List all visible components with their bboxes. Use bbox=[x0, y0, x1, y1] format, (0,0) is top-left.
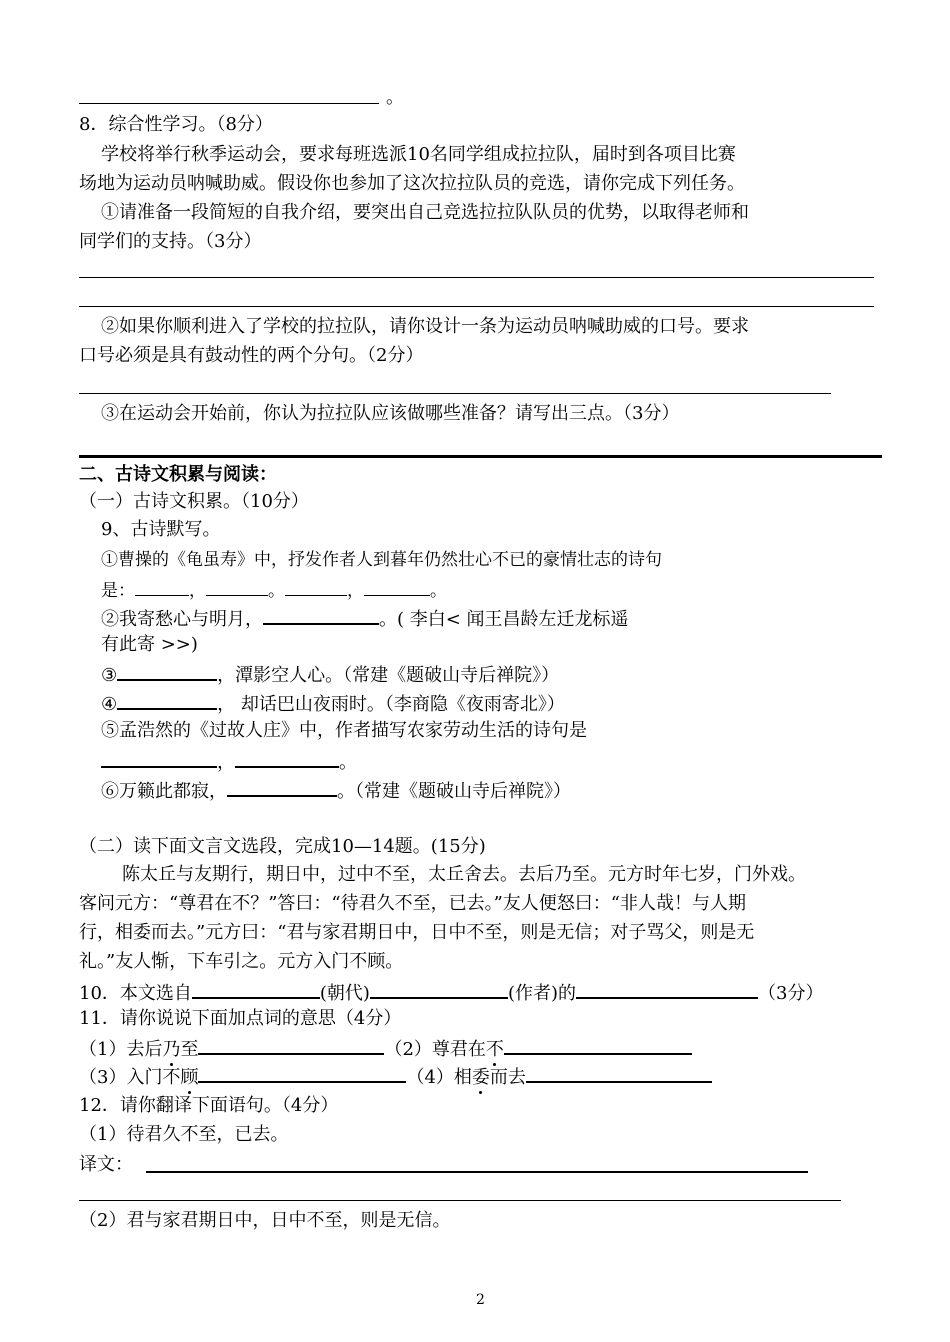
q11-row bbox=[79, 1063, 712, 1090]
q-text: （2）尊君在 bbox=[384, 1039, 486, 1060]
period: 。 bbox=[430, 581, 447, 601]
q8-task1: 同学们的支持。（3分） bbox=[79, 231, 262, 252]
q-text: 而去 bbox=[489, 1067, 526, 1088]
part-title: （一）古诗文积累。（10分） bbox=[79, 491, 309, 512]
q9-item3 bbox=[101, 661, 559, 688]
section-title: 二、古诗文积累与阅读： bbox=[79, 464, 277, 485]
punctuation: 。 bbox=[386, 87, 404, 108]
answer-line bbox=[79, 277, 874, 278]
q-text: （1）去后 bbox=[79, 1039, 163, 1060]
q9-item1-blanks bbox=[101, 577, 447, 603]
item-text: ②我寄愁心与明月， bbox=[101, 609, 263, 630]
blank[interactable] bbox=[117, 661, 217, 681]
part-title: （二）读下面文言文选段，完成10—14题。(15分) bbox=[79, 836, 486, 857]
q9-item5-blanks bbox=[101, 748, 357, 775]
passage-line: 礼。”友人惭，下车引之。元方入门不顾。 bbox=[79, 951, 404, 972]
q9-title: 9、古诗默写。 bbox=[101, 519, 221, 540]
blank[interactable] bbox=[117, 690, 217, 710]
comma: ， bbox=[217, 752, 235, 773]
answer-line bbox=[79, 306, 874, 307]
comma: ， bbox=[189, 581, 206, 601]
q12-item: （2）君与家君期日中，日中不至，则是无信。 bbox=[79, 1210, 451, 1231]
blank[interactable] bbox=[576, 979, 758, 999]
q8-task1: ①请准备一段简短的自我介绍，要突出自己竞选拉拉队队员的优势，以取得老师和 bbox=[101, 202, 749, 223]
q-text: 至 bbox=[180, 1039, 199, 1060]
blank[interactable] bbox=[370, 979, 508, 999]
q10 bbox=[79, 979, 823, 1006]
item-text: ③ bbox=[101, 665, 118, 686]
item-text: ，潭影空人心。（常建《题破山寺后禅院》） bbox=[217, 665, 560, 686]
page-number: 2 bbox=[476, 1292, 485, 1308]
answer-line bbox=[79, 103, 379, 104]
q8-title: 8．综合性学习。（8分） bbox=[79, 114, 273, 135]
blank[interactable] bbox=[364, 577, 430, 596]
comma: ， bbox=[347, 581, 364, 601]
blank[interactable] bbox=[504, 1035, 692, 1055]
section-divider bbox=[79, 455, 882, 458]
q-text: （3分） bbox=[758, 983, 824, 1004]
dotted-word: 不 bbox=[485, 1039, 504, 1060]
item-text: ④ bbox=[101, 694, 118, 715]
q9-item1: ①曹操的《龟虽寿》中，抒发作者人到暮年仍然壮心不已的豪情壮志的诗句 bbox=[101, 550, 662, 570]
q8-task2: 口号必须是具有鼓动性的两个分句。（2分） bbox=[79, 345, 424, 366]
item-text: 。( 李白< 闻王昌龄左迁龙标遥 bbox=[379, 609, 629, 630]
blank[interactable] bbox=[263, 605, 379, 625]
translation-label: 译文： bbox=[79, 1154, 133, 1175]
item-text: ， 却话巴山夜雨时。（李商隐《夜雨寄北》） bbox=[217, 694, 565, 715]
q8-task3: ③在运动会开始前，你认为拉拉队应该做哪些准备？请写出三点。（3分） bbox=[101, 403, 680, 424]
blank[interactable] bbox=[192, 979, 320, 999]
period: 。 bbox=[339, 752, 357, 773]
q9-item2 bbox=[101, 605, 629, 632]
passage-line: 客问元方：“尊君在不？”答曰：“待君久不至，已去。”友人便怒曰：“非人哉！与人期 bbox=[79, 893, 747, 914]
q11-title: 11．请你说说下面加点词的意思（4分） bbox=[79, 1008, 402, 1029]
answer-line bbox=[79, 393, 831, 394]
period: 。 bbox=[268, 581, 285, 601]
blank[interactable] bbox=[101, 748, 217, 768]
q8-task2: ②如果你顺利进入了学校的拉拉队，请你设计一条为运动员呐喊助威的口号。要求 bbox=[101, 316, 749, 337]
blank[interactable] bbox=[198, 1035, 384, 1055]
q12-title: 12．请你翻译下面语句。（4分） bbox=[79, 1095, 339, 1116]
q9-item2-cont: 有此寄 >>) bbox=[101, 634, 198, 655]
blank[interactable] bbox=[285, 577, 347, 596]
blank[interactable] bbox=[135, 577, 189, 596]
q-text: 10．本文选自 bbox=[79, 983, 192, 1004]
dotted-word: 乃 bbox=[162, 1039, 181, 1060]
blank[interactable] bbox=[526, 1063, 712, 1083]
q9-item6 bbox=[101, 777, 571, 804]
q-text: (朝代) bbox=[319, 983, 370, 1004]
prefix-text: 是： bbox=[101, 581, 135, 601]
answer-line[interactable] bbox=[79, 1200, 841, 1201]
dotted-word: 顾 bbox=[180, 1067, 199, 1088]
q-text: (作者)的 bbox=[507, 983, 576, 1004]
blank[interactable] bbox=[206, 577, 268, 596]
item-text: 。（常建《题破山寺后禅院》） bbox=[337, 781, 571, 802]
q8-intro: 学校将举行秋季运动会，要求每班选派10名同学组成拉拉队，届时到各项目比赛 bbox=[101, 144, 736, 165]
q-text: （4）相 bbox=[406, 1067, 472, 1088]
dotted-word: 委 bbox=[471, 1067, 490, 1088]
blank[interactable] bbox=[198, 1063, 406, 1083]
passage-line: 行，相委而去。”元方曰：“君与家君期日中，日中不至，则是无信；对子骂父，则是无 bbox=[79, 922, 755, 943]
q9-item5: ⑤孟浩然的《过故人庄》中，作者描写农家劳动生活的诗句是 bbox=[101, 720, 587, 741]
q-text: （3）入门不 bbox=[79, 1067, 181, 1088]
q8-intro: 场地为运动员呐喊助威。假设你也参加了这次拉拉队员的竞选，请你完成下列任务。 bbox=[79, 173, 745, 194]
blank[interactable] bbox=[227, 777, 337, 797]
answer-line[interactable] bbox=[146, 1171, 808, 1173]
q11-row bbox=[79, 1035, 692, 1062]
passage-line: 陈太丘与友期行，期日中，过中不至，太丘舍去。去后乃至。元方时年七岁，门外戏。 bbox=[122, 864, 806, 885]
q9-item4 bbox=[101, 690, 565, 717]
q12-item: （1）待君久不至，已去。 bbox=[79, 1124, 289, 1145]
blank[interactable] bbox=[235, 748, 339, 768]
item-text: ⑥万籁此都寂， bbox=[101, 781, 227, 802]
